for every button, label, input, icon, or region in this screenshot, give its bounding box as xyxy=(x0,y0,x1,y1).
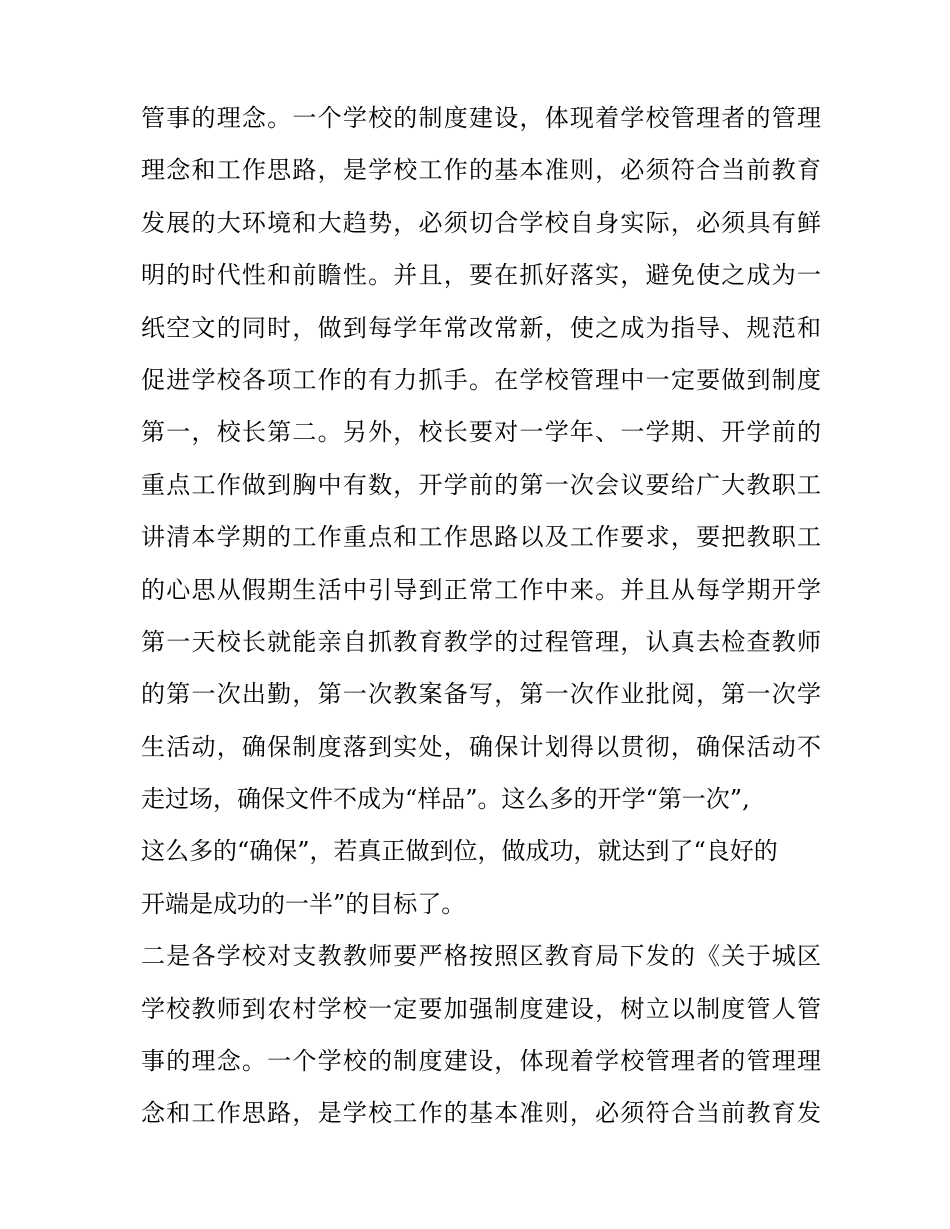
text-line: 的心思从假期生活中引导到正常工作中来。并且从每学期开学 xyxy=(141,575,821,604)
text-line: 开端是成功的一半”的目标了。 xyxy=(141,889,466,918)
text-line: 促进学校各项工作的有力抓手。在学校管理中一定要做到制度 xyxy=(141,365,821,394)
text-line: 的第一次出勤，第一次教案备写，第一次作业批阅，第一次学 xyxy=(141,680,821,709)
text-line: 第一天校长就能亲自抓教育教学的过程管理，认真去检查教师 xyxy=(141,627,821,656)
text-line: 讲清本学期的工作重点和工作思路以及工作要求，要把教职工 xyxy=(141,523,821,552)
text-line: 走过场，确保文件不成为“样品”。这么多的开学“第一次”, xyxy=(141,785,750,814)
text-line: 理念和工作思路，是学校工作的基本准则，必须符合当前教育 xyxy=(141,156,821,185)
text-line: 纸空文的同时，做到每学年常改常新，使之成为指导、规范和 xyxy=(141,313,821,342)
text-line: 管事的理念。一个学校的制度建设，体现着学校管理者的管理 xyxy=(141,104,821,132)
text-line: 明的时代性和前瞻性。并且，要在抓好落实，避免使之成为一 xyxy=(141,261,821,290)
text-line: 发展的大环境和大趋势，必须切合学校自身实际，必须具有鲜 xyxy=(141,208,821,237)
text-line: 事的理念。一个学校的制度建设，体现着学校管理者的管理理 xyxy=(141,1047,821,1076)
text-line: 这么多的“确保”，若真正做到位，做成功，就达到了“良好的 xyxy=(141,837,778,866)
text-line: 第一，校长第二。另外，校长要对一学年、一学期、开学前的 xyxy=(141,418,821,447)
body-text xyxy=(141,106,821,1154)
text-line: 重点工作做到胸中有数，开学前的第一次会议要给广大教职工 xyxy=(141,470,821,499)
text-line: 二是各学校对支教教师要严格按照区教育局下发的《关于城区 xyxy=(141,942,821,971)
text-line: 念和工作思路，是学校工作的基本准则，必须符合当前教育发 xyxy=(141,1099,821,1128)
text-line: 生活动，确保制度落到实处，确保计划得以贯彻，确保活动不 xyxy=(141,732,821,761)
text-line: 学校教师到农村学校一定要加强制度建设，树立以制度管人管 xyxy=(141,994,821,1023)
